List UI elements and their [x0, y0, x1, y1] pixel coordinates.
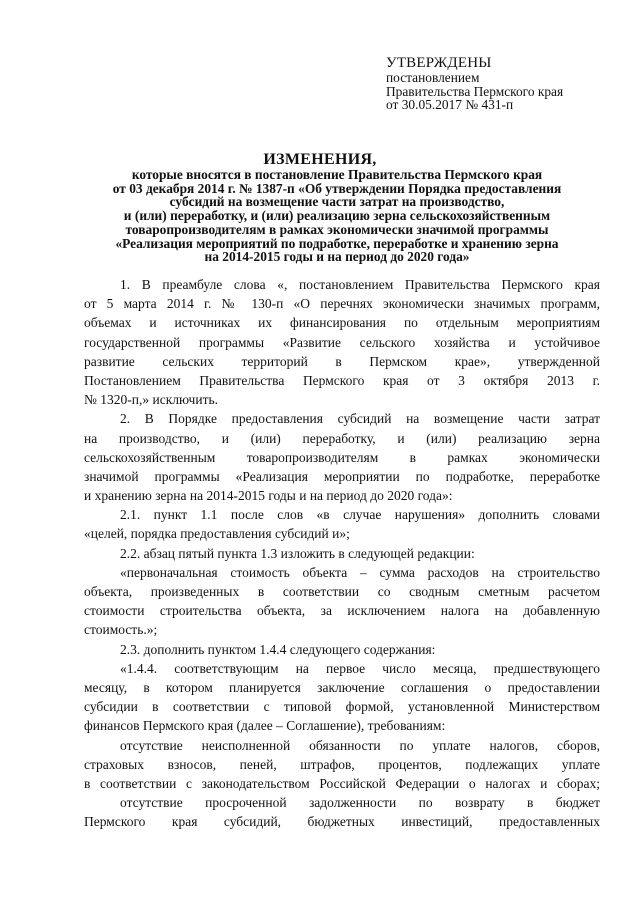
approval-line: от 30.05.2017 № 431-п: [386, 97, 514, 113]
body-line: Постановлением Правительства Пермского края от 3 октября 2013 г.: [84, 372, 600, 388]
body-line: «1.4.4. соответствующим на первое число месяца, предшествующего: [120, 660, 600, 676]
subtitle-line: товаропроизводителям в рамках экономически значимой программы: [125, 221, 549, 237]
subtitle-line: субсидий на возмещение части затрат на производство,: [169, 194, 505, 210]
subtitle-line: на 2014-2015 годы и на период до 2020 года»: [204, 249, 470, 265]
document-body: [84, 275, 600, 831]
body-line: и хранению зерна на 2014-2015 годы и на период до 2020 года»:: [84, 488, 453, 504]
approval-line: постановлением: [386, 70, 480, 85]
body-line: 2.1. пункт 1.1 после слов «в случае нарушения» дополнить словами: [120, 507, 600, 523]
body-line: страховых взносов, пеней, штрафов, процентов, подлежащих уплате: [84, 756, 600, 772]
document-title: ИЗМЕНЕНИЯ,: [263, 151, 377, 168]
body-line: сельскохозяйственным товаропроизводителям в рамках экономически: [84, 449, 600, 465]
body-line: развитие сельских территорий в Пермском крае», утвержденной: [84, 353, 600, 369]
subtitle-line: и (или) переработку, и (или) реализацию зерна сельскохозяйственным: [123, 208, 551, 224]
body-line: объемах и источниках их финансирования по отдельным мероприятиям: [84, 315, 600, 331]
body-line: объекта, произведенных в соответствии со сводным сметным расчетом: [84, 584, 600, 599]
body-line: субсидии в соответствии с типовой формой, установленной Министерством: [84, 699, 600, 715]
body-line: 1. В преамбуле слова «, постановлением Правительства Пермского края: [120, 277, 600, 292]
document-subtitle: [82, 168, 592, 264]
body-line: в соответствии с законодательством Российской Федерации о налогах и сборах;: [84, 775, 600, 791]
body-line: «первоначальная стоимость объекта – сумма расходов на строительство: [120, 564, 600, 580]
body-line: от 5 марта 2014 г. № 130-п «О перечнях экономически значимых программ,: [84, 296, 600, 312]
body-line: «целей, порядка предоставления субсидий и»;: [84, 526, 350, 542]
body-line: № 1320-п,» исключить.: [84, 392, 219, 408]
body-line: Пермского края субсидий, бюджетных инвестиций, предоставленных: [84, 814, 600, 830]
subtitle-line: «Реализация мероприятий по подработке, переработке и хранению зерна: [115, 235, 559, 251]
body-line: стоимость.»;: [84, 622, 158, 638]
body-line: отсутствие неисполненной обязанности по уплате налогов, сборов,: [120, 737, 600, 753]
approval-title: УТВЕРЖДЕНЫ: [386, 55, 492, 71]
body-line: финансов Пермского края (далее – Соглашение), требованиям:: [84, 718, 446, 734]
body-line: государственной программы «Развитие сельского хозяйства и устойчивое: [84, 334, 600, 350]
body-line: стоимости строительства объекта, за исключением налога на добавленную: [84, 603, 600, 619]
body-line: 2.3. дополнить пунктом 1.4.4 следующего содержания:: [120, 641, 436, 657]
subtitle-line: от 03 декабря 2014 г. № 1387-п «Об утверждении Порядка предоставления: [112, 180, 562, 196]
body-line: 2. В Порядке предоставления субсидий на возмещение части затрат: [120, 411, 600, 427]
approval-stamp: [386, 56, 626, 112]
body-line: месяцу, в котором планируется заключение соглашения о предоставлении: [84, 679, 600, 695]
body-line: 2.2. абзац пятый пункта 1.3 изложить в следующей редакции:: [120, 545, 475, 561]
body-line: значимой программы «Реализация мероприятии по подработке, переработке: [84, 468, 600, 484]
body-line: на производство, и (или) переработку, и (или) реализацию зерна: [84, 430, 600, 446]
body-line: отсутствие просроченной задолженности по возврату в бюджет: [120, 795, 600, 811]
approval-line: Правительства Пермского края: [386, 83, 564, 99]
subtitle-line: которые вносятся в постановление Правительства Пермского края: [131, 167, 543, 182]
